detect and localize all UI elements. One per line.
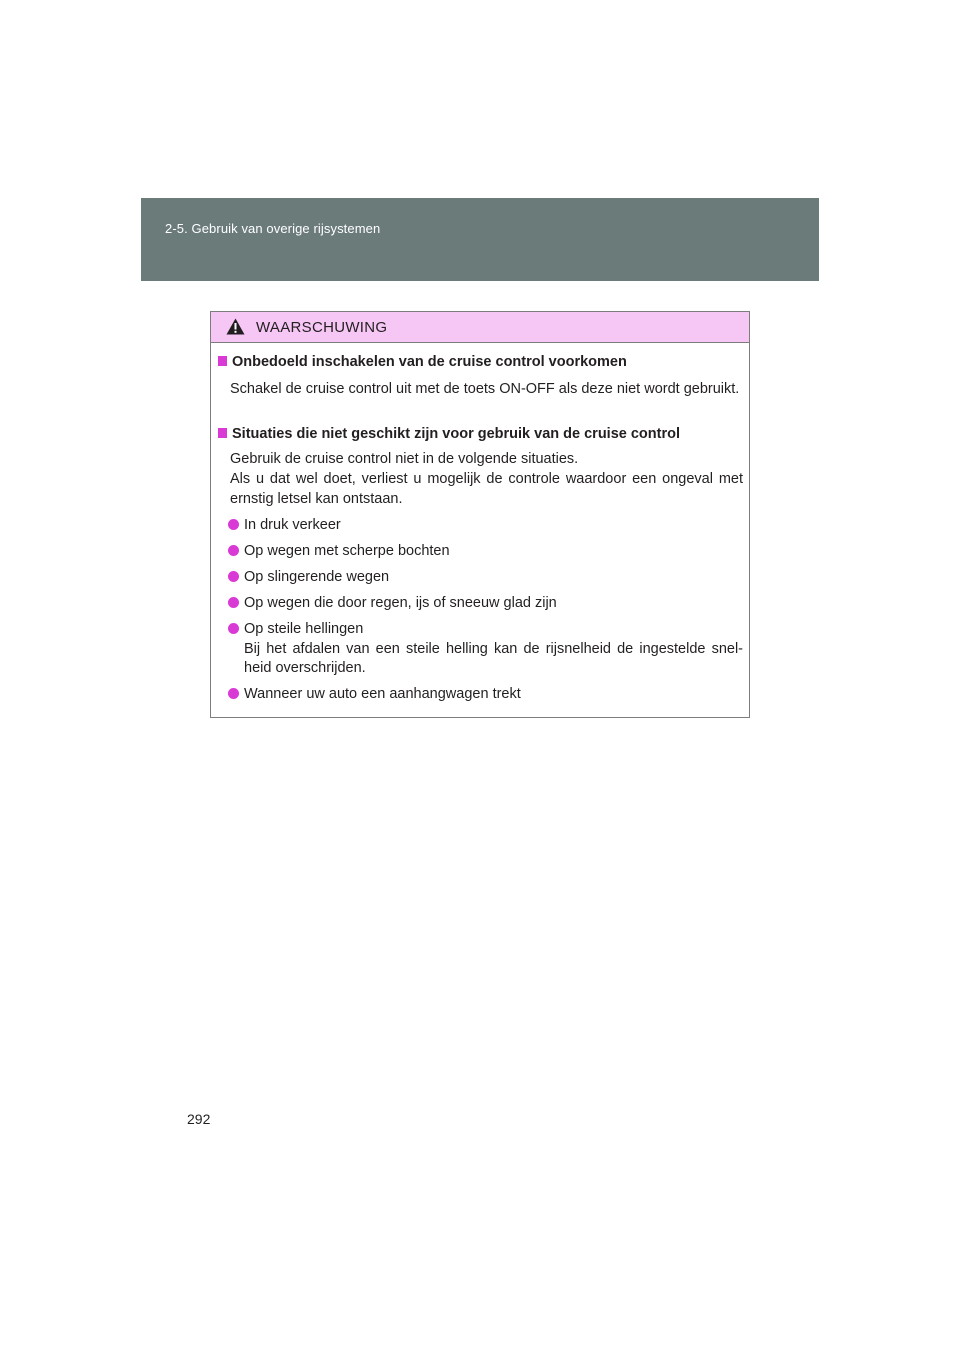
list-item-text: Wanneer uw auto een aanhangwagen trekt	[244, 686, 521, 702]
list-item-text: Op steile hellingen	[244, 621, 364, 637]
round-bullet-icon	[228, 688, 239, 699]
list-item-text: Op wegen die door regen, ijs of sneeuw glad zijn	[244, 595, 557, 611]
list-item	[228, 620, 743, 679]
square-bullet-icon	[218, 428, 227, 438]
list-item	[228, 542, 743, 562]
section-header-band	[141, 198, 819, 281]
warning-triangle-icon	[226, 318, 245, 335]
page-number: 292	[187, 1111, 211, 1127]
section-heading-1	[218, 354, 627, 370]
round-bullet-icon	[228, 571, 239, 582]
list-item-text: Op wegen met scherpe bochten	[244, 543, 450, 559]
list-item	[228, 594, 743, 614]
list-item-detail: Bij het afdalen van een steile helling kan de rijsnelheid de ingestelde snel-heid overschrijden.	[244, 640, 743, 676]
list-item	[228, 685, 743, 705]
list-item-text: Op slingerende wegen	[244, 569, 390, 585]
section-heading-text: Onbedoeld inschakelen van de cruise control voorkomen	[232, 354, 627, 370]
warning-header	[211, 312, 749, 343]
list-item-text: In druk verkeer	[244, 517, 341, 533]
round-bullet-icon	[228, 545, 239, 556]
round-bullet-icon	[228, 597, 239, 608]
section-1-text: Schakel de cruise control uit met de toets ON-OFF als deze niet wordt gebruikt.	[230, 381, 740, 397]
round-bullet-icon	[228, 519, 239, 530]
warning-title: WAARSCHUWING	[256, 319, 388, 336]
warning-box	[210, 311, 750, 718]
list-item	[228, 516, 743, 536]
section-2-text-line2: Als u dat wel doet, verliest u mogelijk de controle waardoor een ongeval met ernstig letsel kan ontstaan.	[230, 471, 743, 507]
section-heading-text: Situaties die niet geschikt zijn voor gebruik van de cruise control	[232, 426, 680, 442]
section-title: 2-5. Gebruik van overige rijsystemen	[165, 221, 381, 236]
list-item	[228, 568, 743, 588]
square-bullet-icon	[218, 356, 227, 366]
section-heading-2	[218, 426, 680, 442]
round-bullet-icon	[228, 623, 239, 634]
section-2-text-line1: Gebruik de cruise control niet in de volgende situaties.	[230, 451, 579, 467]
